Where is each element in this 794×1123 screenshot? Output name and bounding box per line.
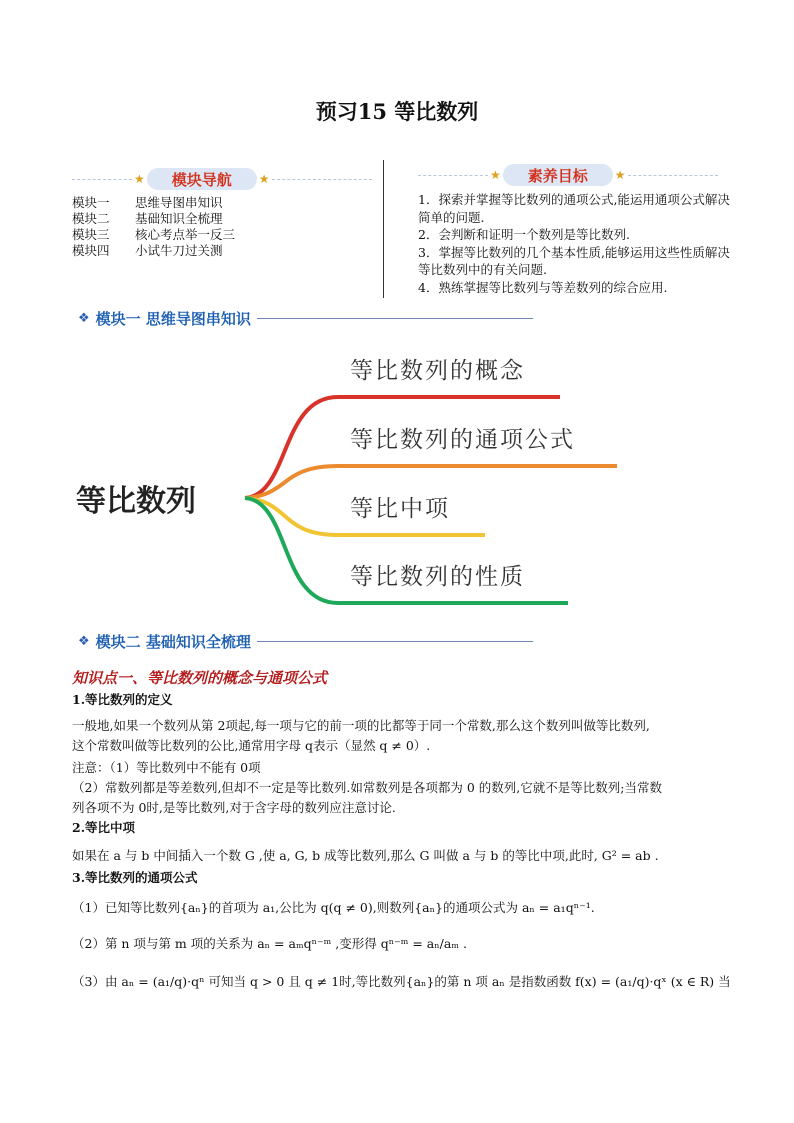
nav-item-key: 模块二 xyxy=(72,211,110,226)
diamond-icon: ❖ xyxy=(78,634,90,649)
mind-map-branch-label: 等比数列的性质 xyxy=(350,564,525,590)
formula-line: （3）由 aₙ = (a₁/q)·qⁿ 可知当 q > 0 且 q ≠ 1时,等比数列{aₙ}的第 n 项 aₙ 是指数函数 f(x) = (a₁/q)·qˣ (x ∈ R) 当 xyxy=(72,974,731,989)
mind-map-branch-label: 等比数列的通项公式 xyxy=(350,427,575,453)
section-heading-line xyxy=(257,318,533,319)
paragraph: 一般地,如果一个数列从第 2项起,每一项与它的前一项的比都等于同一个常数,那么这个数列叫做等比数列, xyxy=(72,718,650,733)
goal-item: 1．探索并掌握等比数列的通项公式,能运用通项公式解决简单的问题. xyxy=(418,192,730,225)
goals-list xyxy=(418,191,738,296)
mind-map-root: 等比数列 xyxy=(76,484,196,519)
section-heading-line xyxy=(257,641,533,642)
nav-heading-line-left xyxy=(72,179,132,180)
nav-heading-line-right xyxy=(272,179,372,180)
knowledge-point-title: 知识点一、等比数列的概念与通项公式 xyxy=(72,669,328,687)
subsection-title: 3.等比数列的通项公式 xyxy=(72,870,198,885)
formula-line: （1）已知等比数列{aₙ}的首项为 a₁,公比为 q(q ≠ 0),则数列{aₙ}的通项公式为 aₙ = a₁qⁿ⁻¹. xyxy=(72,900,595,915)
nav-item-key: 模块一 xyxy=(72,195,110,210)
star-icon: ★ xyxy=(490,168,501,182)
nav-heading: 模块导航 xyxy=(147,168,257,190)
nav-item-key: 模块四 xyxy=(72,243,110,258)
nav-item[interactable] xyxy=(72,227,372,243)
nav-item-text: 小试牛刀过关测 xyxy=(135,243,223,258)
goals-heading-line-right xyxy=(628,175,718,176)
column-divider xyxy=(383,160,384,298)
diamond-icon: ❖ xyxy=(78,311,90,326)
formula-line: （2）第 n 项与第 m 项的关系为 aₙ = aₘqⁿ⁻ᵐ ,变形得 qⁿ⁻ᵐ = aₙ/aₘ . xyxy=(72,936,467,951)
goals-heading: 素养目标 xyxy=(503,164,613,186)
star-icon: ★ xyxy=(134,172,145,186)
knowledge-content xyxy=(72,667,737,992)
star-icon: ★ xyxy=(614,168,626,182)
mind-map-branch-line xyxy=(245,466,617,498)
mind-map xyxy=(60,335,660,625)
section-heading-text: 模块一 思维导图串知识 xyxy=(95,310,251,328)
mind-map-branch-label: 等比数列的概念 xyxy=(350,358,525,384)
goals-heading-line-left xyxy=(418,175,488,176)
note: （2）常数列都是等差数列,但却不一定是等比数列.如常数列是各项都为 0 的数列,它就不是等比数列;当常数 xyxy=(72,780,662,795)
subsection-title: 1.等比数列的定义 xyxy=(72,692,173,707)
mind-map-branch-label: 等比中项 xyxy=(350,496,450,522)
goal-item: 2．会判断和证明一个数列是等比数列. xyxy=(418,227,630,242)
nav-item[interactable] xyxy=(72,243,372,259)
goal-item: 3．掌握等比数列的几个基本性质,能够运用这些性质解决等比数列中的有关问题. xyxy=(418,244,730,277)
nav-item-key: 模块三 xyxy=(72,227,110,242)
nav-item[interactable] xyxy=(72,211,372,227)
note: 列各项不为 0时,是等比数列,对于含字母的数列应注意讨论. xyxy=(72,800,396,815)
paragraph: 这个常数叫做等比数列的公比,通常用字母 q表示（显然 q ≠ 0）. xyxy=(72,738,431,753)
section-heading xyxy=(78,308,533,329)
goal-item: 4．熟练掌握等比数列与等差数列的综合应用. xyxy=(418,279,668,295)
module-nav xyxy=(72,168,372,259)
subsection-title: 2.等比中项 xyxy=(72,820,136,835)
section-heading xyxy=(78,631,533,652)
nav-item[interactable] xyxy=(72,195,372,211)
nav-list xyxy=(72,195,372,259)
goals-block xyxy=(418,164,738,296)
star-icon: ★ xyxy=(258,172,270,186)
page-title: 预习15 等比数列 xyxy=(315,99,479,124)
nav-item-text: 思维导图串知识 xyxy=(135,195,223,210)
section-heading-text: 模块二 基础知识全梳理 xyxy=(95,633,251,651)
nav-item-text: 核心考点举一反三 xyxy=(135,227,236,242)
paragraph: 如果在 a 与 b 中间插入一个数 G ,使 a, G, b 成等比数列,那么 G 叫做 a 与 b 的等比中项,此时, G² = ab . xyxy=(72,848,659,863)
nav-item-text: 基础知识全梳理 xyxy=(135,211,223,226)
note: 注意：（1）等比数列中不能有 0项 xyxy=(72,760,261,775)
